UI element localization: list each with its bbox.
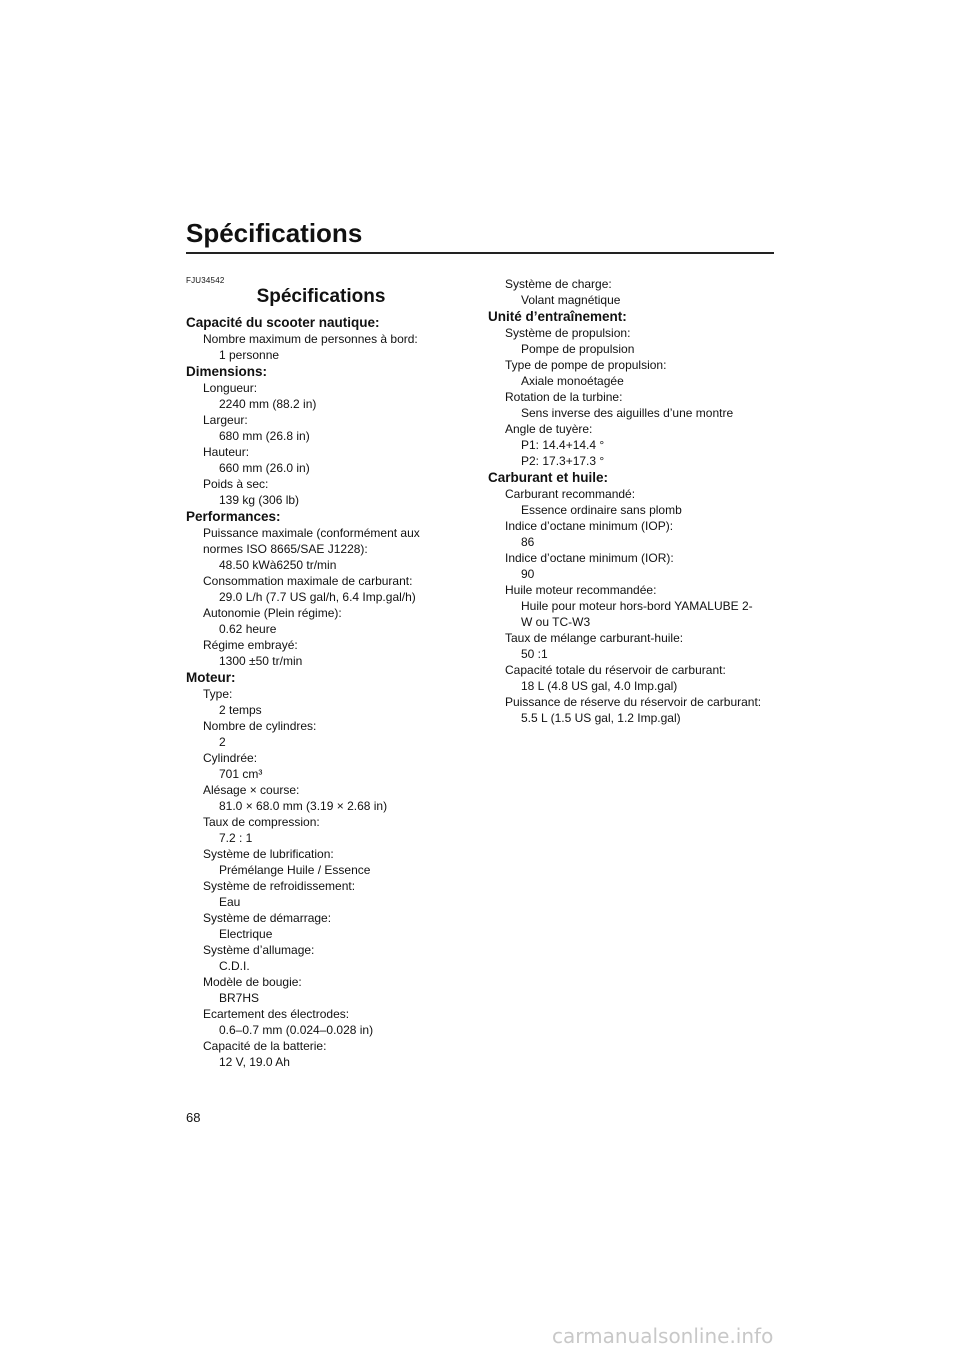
- category-heading: Capacité du scooter nautique:: [186, 315, 380, 330]
- spec-value: Electrique: [219, 927, 273, 941]
- spec-value: 5.5 L (1.5 US gal, 1.2 Imp.gal): [521, 711, 681, 725]
- spec-label: Système de refroidissement:: [203, 879, 356, 893]
- spec-value: 12 V, 19.0 Ah: [219, 1055, 290, 1069]
- spec-value: P1: 14.4+14.4 °: [521, 438, 605, 452]
- spec-value: 2: [219, 735, 226, 749]
- spec-value: 50 :1: [521, 647, 548, 661]
- spec-value: BR7HS: [219, 991, 260, 1005]
- section-title: Spécifications: [256, 286, 386, 307]
- spec-value: 1300 ±50 tr/min: [219, 654, 303, 668]
- spec-label: Carburant recommandé:: [505, 487, 636, 501]
- spec-label: Huile moteur recommandée:: [505, 583, 657, 597]
- spec-value: 0.62 heure: [219, 622, 277, 636]
- spec-label: Système de lubrification:: [203, 847, 334, 861]
- spec-label: normes ISO 8665/SAE J1228):: [203, 542, 368, 556]
- spec-label: Nombre maximum de personnes à bord:: [203, 332, 418, 346]
- spec-label: Nombre de cylindres:: [203, 719, 317, 733]
- spec-value: Prémélange Huile / Essence: [219, 863, 371, 877]
- spec-value: W ou TC-W3: [521, 615, 591, 629]
- spec-label: Système de démarrage:: [203, 911, 332, 925]
- spec-value: 2240 mm (88.2 in): [219, 397, 317, 411]
- category-heading: Carburant et huile:: [488, 470, 609, 485]
- spec-value: 18 L (4.8 US gal, 4.0 Imp.gal): [521, 679, 678, 693]
- spec-label: Indice d’octane minimum (IOP):: [505, 519, 674, 533]
- spec-value: 139 kg (306 lb): [219, 493, 300, 507]
- spec-label: Régime embrayé:: [203, 638, 298, 652]
- spec-label: Angle de tuyère:: [505, 422, 593, 436]
- spec-label: Ecartement des électrodes:: [203, 1007, 350, 1021]
- page-number: 68: [186, 1110, 201, 1125]
- right-column: [488, 276, 788, 726]
- spec-label: Autonomie (Plein régime):: [203, 606, 342, 620]
- section-code: FJU34542: [186, 276, 225, 285]
- spec-label: Système de charge:: [505, 277, 612, 291]
- spec-value: Axiale monoétagée: [521, 374, 624, 388]
- header-rule: [186, 252, 774, 254]
- spec-label: Longueur:: [203, 381, 258, 395]
- spec-label: Taux de mélange carburant-huile:: [505, 631, 684, 645]
- spec-value: Eau: [219, 895, 241, 909]
- spec-label: Système d’allumage:: [203, 943, 315, 957]
- spec-value: Volant magnétique: [521, 293, 621, 307]
- spec-value: 660 mm (26.0 in): [219, 461, 310, 475]
- spec-label: Rotation de la turbine:: [505, 390, 623, 404]
- spec-label: Système de propulsion:: [505, 326, 631, 340]
- spec-label: Poids à sec:: [203, 477, 269, 491]
- spec-label: Cylindrée:: [203, 751, 258, 765]
- spec-label: Indice d’octane minimum (IOR):: [505, 551, 674, 565]
- category-heading: Dimensions:: [186, 364, 268, 379]
- spec-value: 90: [521, 567, 535, 581]
- spec-label: Taux de compression:: [203, 815, 320, 829]
- spec-label: Type de pompe de propulsion:: [505, 358, 667, 372]
- spec-value: Essence ordinaire sans plomb: [521, 503, 682, 517]
- spec-label: Capacité totale du réservoir de carburant:: [505, 663, 726, 677]
- spec-label: Puissance de réserve du réservoir de carburant:: [505, 695, 762, 709]
- spec-value: P2: 17.3+17.3 °: [521, 454, 605, 468]
- right-spec-list: [488, 276, 788, 726]
- spec-value: 48.50 kWà6250 tr/min: [219, 558, 337, 572]
- spec-value: 0.6–0.7 mm (0.024–0.028 in): [219, 1023, 374, 1037]
- spec-label: Capacité de la batterie:: [203, 1039, 327, 1053]
- category-heading: Unité d’entraînement:: [488, 309, 627, 324]
- spec-label: Consommation maximale de carburant:: [203, 574, 413, 588]
- spec-label: Largeur:: [203, 413, 248, 427]
- watermark-link[interactable]: carmanualsonline.info: [552, 1324, 774, 1348]
- spec-value: 7.2 : 1: [219, 831, 253, 845]
- spec-label: Modèle de bougie:: [203, 975, 302, 989]
- spec-value: 86: [521, 535, 535, 549]
- left-column: [186, 276, 456, 1070]
- spec-label: Type:: [203, 687, 233, 701]
- category-heading: Moteur:: [186, 670, 236, 685]
- category-heading: Performances:: [186, 509, 281, 524]
- spec-label: Alésage × course:: [203, 783, 300, 797]
- spec-value: 29.0 L/h (7.7 US gal/h, 6.4 Imp.gal/h): [219, 590, 416, 604]
- spec-value: Huile pour moteur hors-bord YAMALUBE 2-: [521, 599, 753, 613]
- spec-label: Puissance maximale (conformément aux: [203, 526, 420, 540]
- left-spec-list: [186, 314, 456, 1070]
- spec-value: C.D.I.: [219, 959, 250, 973]
- spec-value: Pompe de propulsion: [521, 342, 635, 356]
- spec-value: Sens inverse des aiguilles d’une montre: [521, 406, 734, 420]
- spec-label: Hauteur:: [203, 445, 250, 459]
- spec-value: 1 personne: [219, 348, 280, 362]
- spec-value: 81.0 × 68.0 mm (3.19 × 2.68 in): [219, 799, 388, 813]
- page-title: Spécifications: [186, 218, 363, 248]
- spec-value: 701 cm³: [219, 767, 263, 781]
- spec-value: 2 temps: [219, 703, 262, 717]
- spec-value: 680 mm (26.8 in): [219, 429, 310, 443]
